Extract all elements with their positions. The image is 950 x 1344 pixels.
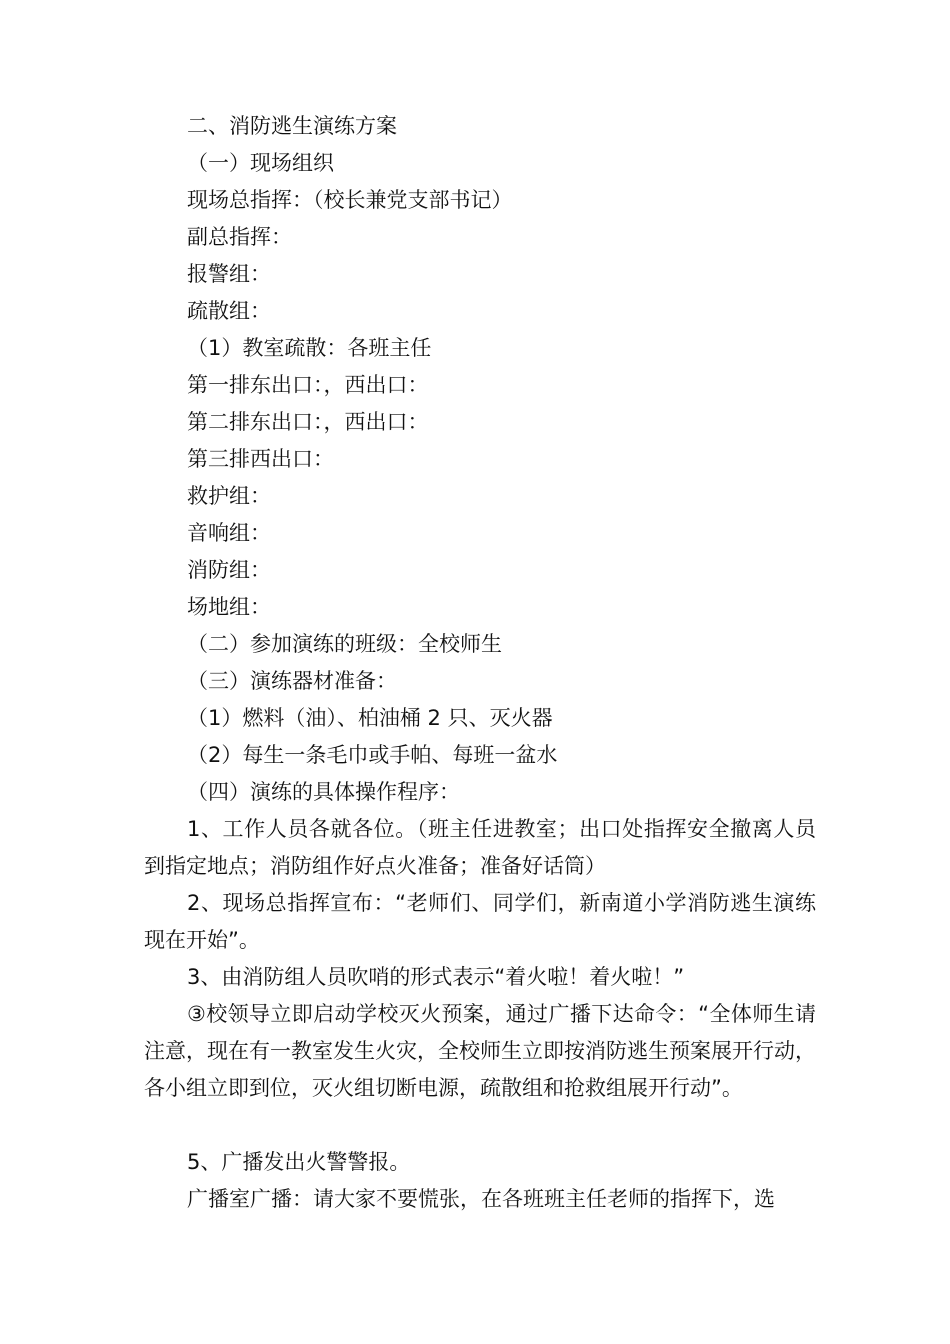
paragraph: ③校领导立即启动学校灭火预案，通过广播下达命令：“全体师生请注意，现在有一教室发生火灾，全校师生立即按消防逃生预案展开行动，各小组立即到位，灭火组切断电源，疏散组和抢救组展开行动”。 <box>144 1002 816 1100</box>
text-line: 场地组： <box>187 595 271 619</box>
subsection-heading: （一）现场组织 <box>187 151 334 175</box>
text-line: 音响组： <box>187 521 271 545</box>
text-line: （1）教室疏散：各班主任 <box>187 336 432 360</box>
paragraph: 3、由消防组人员吹哨的形式表示“着火啦！着火啦！” <box>187 965 685 989</box>
text-line: 报警组： <box>187 262 271 286</box>
text-line: 副总指挥： <box>187 225 292 249</box>
section-heading: 二、消防逃生演练方案 <box>187 114 397 138</box>
text-line: 第三排西出口： <box>187 447 334 471</box>
paragraph: 1、工作人员各就各位。（班主任进教室；出口处指挥安全撤离人员到指定地点；消防组作好点火准备；准备好话筒） <box>144 817 816 878</box>
text-line: 消防组： <box>187 558 271 582</box>
text-line: 第二排东出口：，西出口： <box>187 410 429 434</box>
text-line: 疏散组： <box>187 299 271 323</box>
text-line: （1）燃料（油）、柏油桶 2 只、灭火器 <box>187 706 553 730</box>
paragraph: 广播室广播：请大家不要慌张，在各班班主任老师的指挥下，选 <box>187 1187 775 1211</box>
subsection-heading: （四）演练的具体操作程序： <box>187 780 460 804</box>
subsection-heading: （二）参加演练的班级：全校师生 <box>187 632 502 656</box>
paragraph: 5、广播发出火警警报。 <box>187 1150 411 1174</box>
text-line: 救护组： <box>187 484 271 508</box>
text-line: （2）每生一条毛巾或手帕、每班一盆水 <box>187 743 558 767</box>
subsection-heading: （三）演练器材准备： <box>187 669 397 693</box>
text-line: 现场总指挥：（校长兼党支部书记） <box>187 188 513 212</box>
paragraph: 2、现场总指挥宣布：“老师们、同学们，新南道小学消防逃生演练现在开始”。 <box>144 891 816 952</box>
text-line: 第一排东出口：，西出口： <box>187 373 429 397</box>
